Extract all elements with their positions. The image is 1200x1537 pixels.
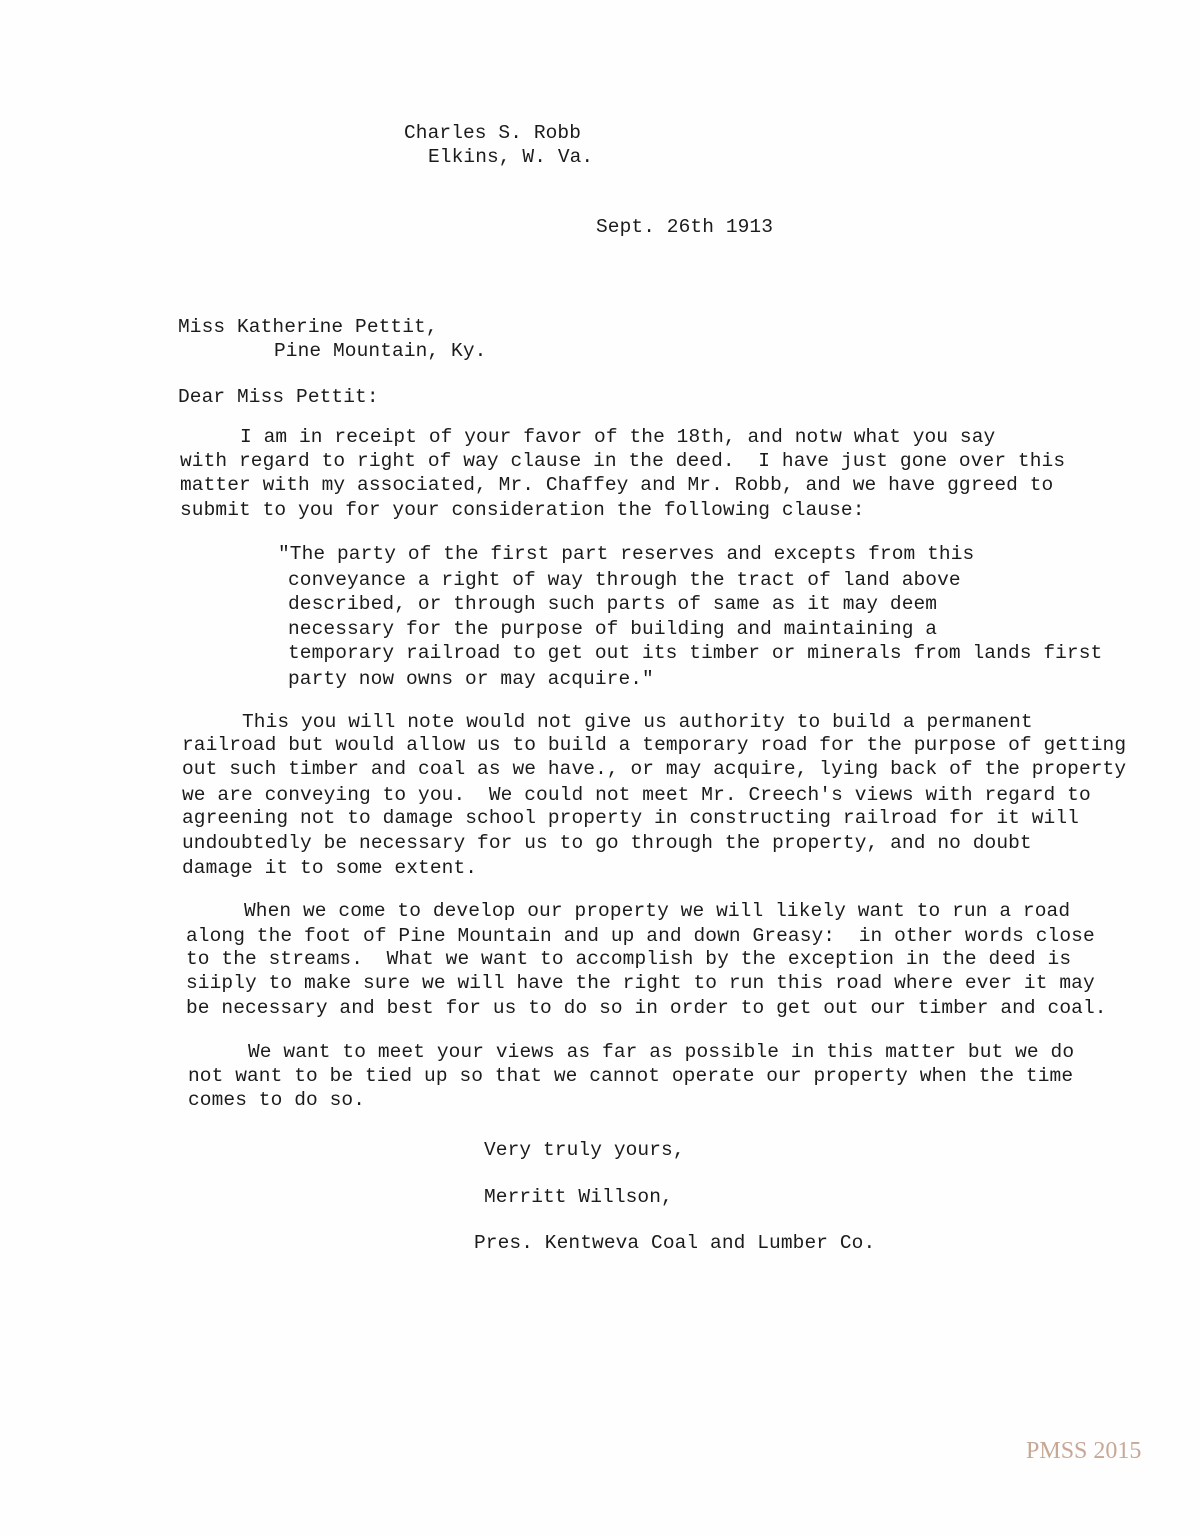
text-line: be necessary and best for us to do so in order to get out our timber and coal. bbox=[186, 997, 1107, 1019]
salutation: Dear Miss Pettit: bbox=[178, 386, 379, 408]
text-line: described, or through such parts of same as it may deem bbox=[288, 593, 938, 615]
text-line: "The party of the first part reserves and excepts from this bbox=[278, 543, 975, 565]
text-line: conveyance a right of way through the tract of land above bbox=[288, 569, 961, 591]
text-line: railroad but would allow us to build a temporary road for the purpose of getting bbox=[182, 734, 1127, 756]
signer-title: Pres. Kentweva Coal and Lumber Co. bbox=[474, 1232, 876, 1254]
recipient-location: Pine Mountain, Ky. bbox=[274, 340, 487, 362]
sender-name: Charles S. Robb bbox=[404, 122, 582, 144]
text-line: necessary for the purpose of building and maintaining a bbox=[288, 618, 938, 640]
text-line: along the foot of Pine Mountain and up and down Greasy: in other words close bbox=[186, 925, 1095, 947]
text-line: party now owns or may acquire." bbox=[288, 668, 654, 690]
text-line: agreening not to damage school property in constructing railroad for it will bbox=[182, 807, 1079, 829]
archive-watermark: PMSS 2015 bbox=[1026, 1438, 1142, 1464]
signer-name: Merritt Willson, bbox=[484, 1186, 673, 1208]
text-line: We want to meet your views as far as possible in this matter but we do bbox=[248, 1041, 1075, 1063]
text-line: comes to do so. bbox=[188, 1089, 366, 1111]
letter-date: Sept. 26th 1913 bbox=[596, 216, 774, 238]
text-line: submit to you for your consideration the following clause: bbox=[180, 499, 865, 521]
text-line: I am in receipt of your favor of the 18th, and notw what you say bbox=[240, 426, 996, 448]
text-line: not want to be tied up so that we cannot operate our property when the time bbox=[188, 1065, 1074, 1087]
text-line: siiply to make sure we will have the right to run this road where ever it may bbox=[186, 972, 1095, 994]
text-line: damage it to some extent. bbox=[182, 857, 478, 879]
text-line: temporary railroad to get out its timber or minerals from lands first bbox=[288, 642, 1103, 664]
closing: Very truly yours, bbox=[484, 1139, 685, 1161]
text-line: we are conveying to you. We could not meet Mr. Creech's views with regard to bbox=[182, 784, 1091, 806]
text-line: with regard to right of way clause in the deed. I have just gone over this bbox=[180, 450, 1066, 472]
text-line: to the streams. What we want to accomplish by the exception in the deed is bbox=[186, 948, 1072, 970]
text-line: matter with my associated, Mr. Chaffey and Mr. Robb, and we have ggreed to bbox=[180, 474, 1054, 496]
text-line: out such timber and coal as we have., or may acquire, lying back of the property bbox=[182, 758, 1127, 780]
recipient-name: Miss Katherine Pettit, bbox=[178, 316, 438, 338]
text-line: This you will note would not give us authority to build a permanent bbox=[242, 711, 1033, 733]
text-line: When we come to develop our property we will likely want to run a road bbox=[244, 900, 1071, 922]
sender-location: Elkins, W. Va. bbox=[428, 146, 594, 168]
text-line: undoubtedly be necessary for us to go through the property, and no doubt bbox=[182, 832, 1032, 854]
